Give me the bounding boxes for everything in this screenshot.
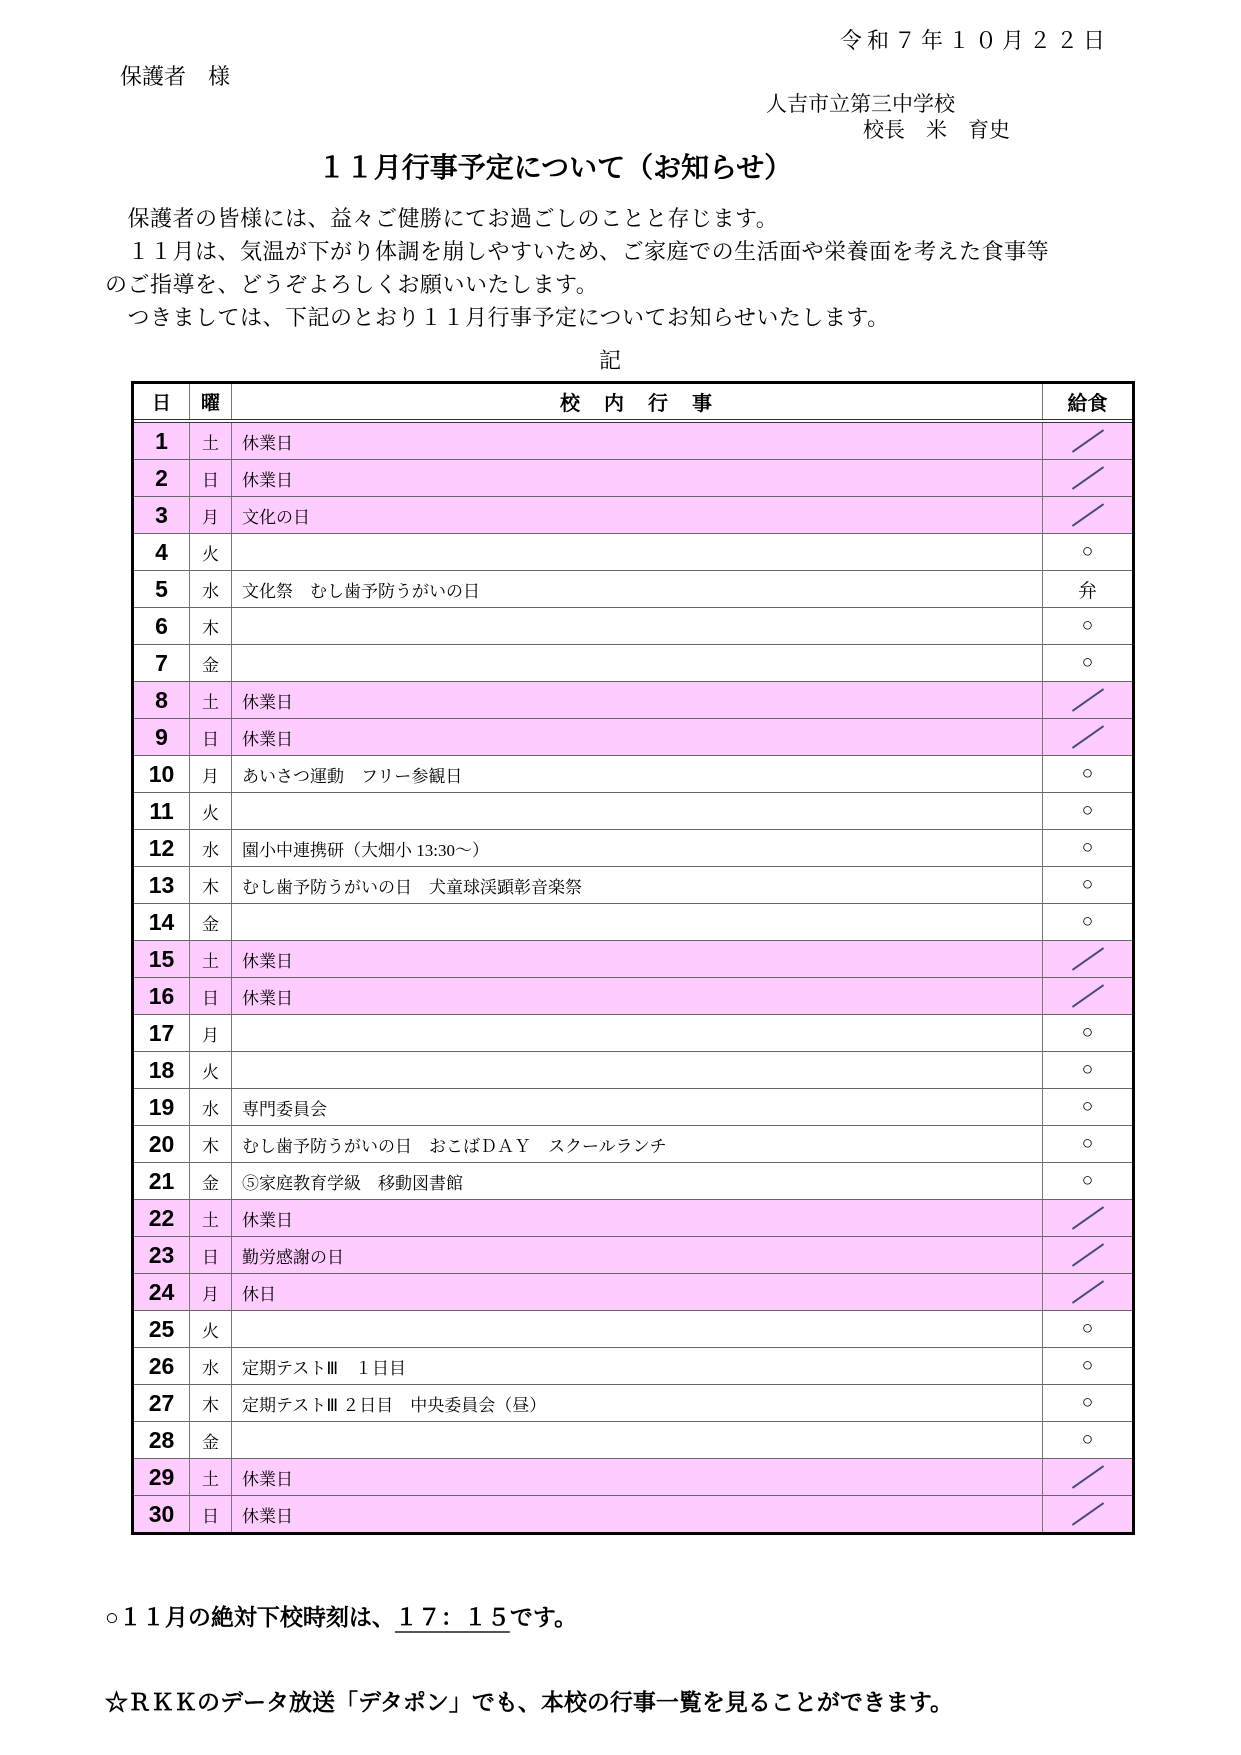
no-lunch-slash-icon xyxy=(1071,429,1103,452)
event-cell: 休業日 xyxy=(232,1496,1043,1532)
day-cell: 11 xyxy=(134,793,190,829)
weekday-cell: 月 xyxy=(190,1015,232,1051)
lunch-cell: ○ xyxy=(1081,800,1094,821)
lunch-cell xyxy=(1043,497,1132,533)
event-cell: あいさつ運動 フリー参観日 xyxy=(232,756,1043,792)
table-row xyxy=(134,644,1132,681)
header-lunch: 給食 xyxy=(1067,393,1108,415)
note1-prefix: ○１１月の絶対下校時刻は、 xyxy=(105,1604,395,1630)
event-cell: 文化祭 むし歯予防うがいの日 xyxy=(232,571,1043,607)
weekday-cell: 木 xyxy=(190,867,232,903)
body-paragraphs xyxy=(105,202,1115,334)
day-cell: 13 xyxy=(134,867,190,903)
lunch-cell: ○ xyxy=(1081,1022,1094,1043)
weekday-cell: 水 xyxy=(190,1348,232,1384)
lunch-cell xyxy=(1043,978,1132,1014)
event-cell: ⑤家庭教育学級 移動図書館 xyxy=(232,1163,1043,1199)
lunch-cell xyxy=(1043,719,1132,755)
note1-time: １７：１５ xyxy=(394,1604,510,1630)
weekday-cell: 金 xyxy=(190,645,232,681)
weekday-cell: 月 xyxy=(190,756,232,792)
table-row xyxy=(134,903,1132,940)
day-cell: 17 xyxy=(134,1015,190,1051)
weekday-cell: 月 xyxy=(190,1274,232,1310)
table-row xyxy=(134,533,1132,570)
lunch-cell: ○ xyxy=(1081,874,1094,895)
lunch-cell: ○ xyxy=(1081,1318,1094,1339)
weekday-cell: 日 xyxy=(190,1496,232,1532)
table-row xyxy=(134,1347,1132,1384)
lunch-cell xyxy=(1043,682,1132,718)
weekday-cell: 木 xyxy=(190,1126,232,1162)
lunch-cell: ○ xyxy=(1081,1355,1094,1376)
lunch-cell xyxy=(1043,1459,1132,1495)
weekday-cell: 土 xyxy=(190,1200,232,1236)
day-cell: 14 xyxy=(134,904,190,940)
day-cell: 2 xyxy=(134,460,190,496)
no-lunch-slash-icon xyxy=(1071,1502,1103,1525)
lunch-cell xyxy=(1043,1496,1132,1532)
table-row xyxy=(134,1125,1132,1162)
weekday-cell: 水 xyxy=(190,830,232,866)
table-row xyxy=(134,423,1132,459)
day-cell: 16 xyxy=(134,978,190,1014)
event-cell: 定期テストⅢ ２日目 中央委員会（昼） xyxy=(232,1385,1043,1421)
day-cell: 10 xyxy=(134,756,190,792)
day-cell: 26 xyxy=(134,1348,190,1384)
lunch-cell xyxy=(1043,1237,1132,1273)
table-row xyxy=(134,1273,1132,1310)
weekday-cell: 土 xyxy=(190,423,232,459)
no-lunch-slash-icon xyxy=(1071,688,1103,711)
weekday-cell: 火 xyxy=(190,793,232,829)
weekday-cell: 土 xyxy=(190,682,232,718)
lunch-cell: ○ xyxy=(1081,763,1094,784)
table-row xyxy=(134,1236,1132,1273)
lunch-cell xyxy=(1043,941,1132,977)
lunch-cell xyxy=(1043,423,1132,459)
day-cell: 25 xyxy=(134,1311,190,1347)
event-cell: 休業日 xyxy=(232,1200,1043,1236)
lunch-cell: 弁 xyxy=(1077,580,1097,602)
no-lunch-slash-icon xyxy=(1071,1280,1103,1303)
event-cell xyxy=(232,534,1043,570)
lunch-cell: ○ xyxy=(1081,615,1094,636)
issue-date: 令和７年１０月２２日 xyxy=(839,28,1110,53)
table-row xyxy=(134,1384,1132,1421)
event-cell xyxy=(232,904,1043,940)
table-row xyxy=(134,829,1132,866)
day-cell: 4 xyxy=(134,534,190,570)
event-cell xyxy=(232,1311,1043,1347)
day-cell: 9 xyxy=(134,719,190,755)
addressee: 保護者 様 xyxy=(120,64,231,89)
day-cell: 28 xyxy=(134,1422,190,1458)
weekday-cell: 火 xyxy=(190,1311,232,1347)
day-cell: 12 xyxy=(134,830,190,866)
page-title: １１月行事予定について（お知らせ） xyxy=(317,152,793,183)
lunch-cell: ○ xyxy=(1081,1096,1094,1117)
table-row xyxy=(134,1051,1132,1088)
lunch-cell: ○ xyxy=(1081,911,1094,932)
event-cell xyxy=(232,793,1043,829)
day-cell: 8 xyxy=(134,682,190,718)
event-cell xyxy=(232,1052,1043,1088)
day-cell: 7 xyxy=(134,645,190,681)
table-row xyxy=(134,1088,1132,1125)
no-lunch-slash-icon xyxy=(1071,1465,1103,1488)
lunch-cell xyxy=(1043,1200,1132,1236)
event-cell: 休業日 xyxy=(232,682,1043,718)
event-cell: 休業日 xyxy=(232,719,1043,755)
table-row xyxy=(134,1421,1132,1458)
body-line: １１月は、気温が下がり体調を崩しやすいため、ご家庭での生活面や栄養面を考えた食事等 xyxy=(105,239,1050,264)
header-weekday: 曜 xyxy=(190,384,232,419)
dismissal-time-note xyxy=(105,1599,1241,1632)
lunch-cell: ○ xyxy=(1081,837,1094,858)
event-cell xyxy=(232,1422,1043,1458)
day-cell: 23 xyxy=(134,1237,190,1273)
event-cell: 定期テストⅢ １日目 xyxy=(232,1348,1043,1384)
event-cell: 文化の日 xyxy=(232,497,1043,533)
schedule-table xyxy=(131,381,1135,1535)
no-lunch-slash-icon xyxy=(1071,947,1103,970)
lunch-cell: ○ xyxy=(1081,541,1094,562)
event-cell: むし歯予防うがいの日 犬童球渓顕彰音楽祭 xyxy=(232,867,1043,903)
weekday-cell: 火 xyxy=(190,534,232,570)
header-day: 日 xyxy=(134,384,190,419)
day-cell: 19 xyxy=(134,1089,190,1125)
lunch-cell: ○ xyxy=(1081,1429,1094,1450)
no-lunch-slash-icon xyxy=(1071,1206,1103,1229)
event-cell xyxy=(232,608,1043,644)
table-row xyxy=(134,866,1132,903)
weekday-cell: 日 xyxy=(190,460,232,496)
day-cell: 1 xyxy=(134,423,190,459)
day-cell: 24 xyxy=(134,1274,190,1310)
no-lunch-slash-icon xyxy=(1071,466,1103,489)
lunch-cell: ○ xyxy=(1081,1059,1094,1080)
table-row xyxy=(134,681,1132,718)
table-row xyxy=(134,607,1132,644)
weekday-cell: 金 xyxy=(190,1163,232,1199)
lunch-cell xyxy=(1043,460,1132,496)
event-cell: 休業日 xyxy=(232,1459,1043,1495)
weekday-cell: 木 xyxy=(190,1385,232,1421)
day-cell: 21 xyxy=(134,1163,190,1199)
no-lunch-slash-icon xyxy=(1071,1243,1103,1266)
table-row xyxy=(134,1014,1132,1051)
body-line: のご指導を、どうぞよろしくお願いいたします。 xyxy=(105,272,599,297)
table-row xyxy=(134,940,1132,977)
event-cell: 休日 xyxy=(232,1274,1043,1310)
event-cell: 専門委員会 xyxy=(232,1089,1043,1125)
weekday-cell: 日 xyxy=(190,719,232,755)
lunch-cell: ○ xyxy=(1081,1170,1094,1191)
day-cell: 6 xyxy=(134,608,190,644)
table-row xyxy=(134,792,1132,829)
event-cell: 休業日 xyxy=(232,460,1043,496)
table-row xyxy=(134,1310,1132,1347)
lunch-cell: ○ xyxy=(1081,1392,1094,1413)
table-row xyxy=(134,1495,1132,1532)
weekday-cell: 木 xyxy=(190,608,232,644)
day-cell: 5 xyxy=(134,571,190,607)
no-lunch-slash-icon xyxy=(1071,503,1103,526)
school-name: 人吉市立第三中学校 xyxy=(766,92,955,116)
weekday-cell: 火 xyxy=(190,1052,232,1088)
table-row xyxy=(134,1199,1132,1236)
event-cell xyxy=(232,1015,1043,1051)
weekday-cell: 水 xyxy=(190,571,232,607)
day-cell: 3 xyxy=(134,497,190,533)
event-cell: 休業日 xyxy=(232,941,1043,977)
day-cell: 15 xyxy=(134,941,190,977)
day-cell: 29 xyxy=(134,1459,190,1495)
weekday-cell: 水 xyxy=(190,1089,232,1125)
table-row xyxy=(134,570,1132,607)
event-cell: 休業日 xyxy=(232,978,1043,1014)
schedule-table-body xyxy=(134,423,1132,1532)
weekday-cell: 土 xyxy=(190,941,232,977)
body-line: 保護者の皆様には、益々ご健勝にてお過ごしのことと存じます。 xyxy=(105,206,779,231)
weekday-cell: 日 xyxy=(190,1237,232,1273)
event-cell: 園小中連携研（大畑小 13:30～） xyxy=(232,830,1043,866)
weekday-cell: 金 xyxy=(190,904,232,940)
table-row xyxy=(134,496,1132,533)
day-cell: 27 xyxy=(134,1385,190,1421)
table-row xyxy=(134,1162,1132,1199)
ki-label: 記 xyxy=(598,348,621,373)
principal-name: 校長 米 育史 xyxy=(863,118,1010,142)
table-row xyxy=(134,459,1132,496)
table-row xyxy=(134,718,1132,755)
event-cell: むし歯予防うがいの日 おこばＤＡＹ スクールランチ xyxy=(232,1126,1043,1162)
event-cell: 休業日 xyxy=(232,423,1043,459)
day-cell: 18 xyxy=(134,1052,190,1088)
table-row xyxy=(134,1458,1132,1495)
body-line: つきましては、下記のとおり１１月行事予定についてお知らせいたします。 xyxy=(105,305,890,330)
table-row xyxy=(134,755,1132,792)
lunch-cell xyxy=(1043,1274,1132,1310)
rkk-broadcast-note: ☆ＲＫＫのデータ放送「デタポン」でも、本校の行事一覧を見ることができます。 xyxy=(105,1689,954,1715)
no-lunch-slash-icon xyxy=(1071,984,1103,1007)
table-row xyxy=(134,977,1132,1014)
event-cell: 勤労感謝の日 xyxy=(232,1237,1043,1273)
header-events: 校 内 行 事 xyxy=(232,384,1043,419)
lunch-cell: ○ xyxy=(1081,1133,1094,1154)
table-header-row xyxy=(134,384,1132,423)
day-cell: 20 xyxy=(134,1126,190,1162)
weekday-cell: 金 xyxy=(190,1422,232,1458)
weekday-cell: 土 xyxy=(190,1459,232,1495)
note1-suffix: です。 xyxy=(509,1604,578,1630)
weekday-cell: 月 xyxy=(190,497,232,533)
event-cell xyxy=(232,645,1043,681)
no-lunch-slash-icon xyxy=(1071,725,1103,748)
letterhead xyxy=(0,0,1241,142)
lunch-cell: ○ xyxy=(1081,652,1094,673)
day-cell: 30 xyxy=(134,1496,190,1532)
day-cell: 22 xyxy=(134,1200,190,1236)
weekday-cell: 日 xyxy=(190,978,232,1014)
